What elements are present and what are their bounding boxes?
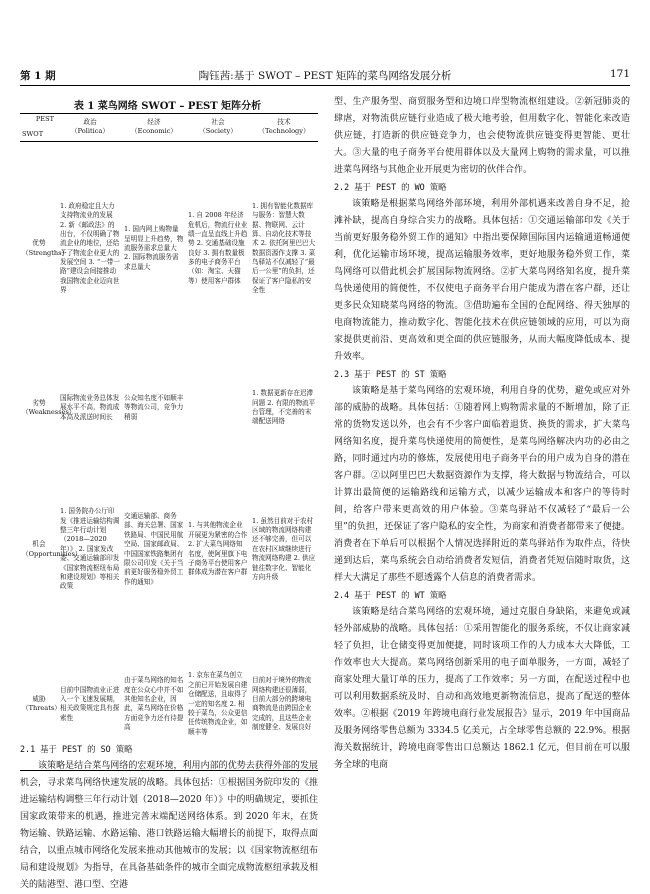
table-cell: 1. 数据更新存在迟滞问题 2. 有限的物流平台管理，不完善的末端配送网络 xyxy=(252,389,316,426)
table-cell: 交通运输部、商务部、海关总署、国家铁路局、中国民用航空局、国家邮政局、中国国家铁路集团有限公司印发《关于当前更好服务稳外贸工作的通知》 xyxy=(124,512,184,586)
table-cell: 1. 国务院办公厅印发《推进运输结构调整三年行动计划（2018—2020 年）》 2. 国家发改委、交通运输部印发《国家物流枢纽布局和建设规划》等相关政策 xyxy=(60,507,120,591)
table-cell: 目前对于境外的物流网络构建还很薄弱，目前大部分的跨境电商物流是由跨国企业完成的，且这些企业制度健全、发展良好 xyxy=(252,676,312,731)
section-heading-st: 2.3 基于 PEST 的 ST 策略 xyxy=(334,369,447,379)
table-cell: 国际物流业务总体发展水平不高，物流成本高及派送时间长 xyxy=(60,393,120,421)
section-heading-so: 2.1 基于 PEST 的 SO 策略 xyxy=(20,744,133,754)
row-label-threats: 威胁（Threats） xyxy=(22,694,61,713)
paragraph: 型、生产服务型、商贸服务型和边境口岸型物流枢纽建设。②新冠肺炎的肆虐，对物流供应链行业造成了极大地考验，但用数字化、智能化来改造供应链，打造新的供应链竞争力，也会使物流供应链变得更智能、更壮大。③大量的电子商务平台使用群体以及大量网上购物的需求量，可以推进菜鸟网络与其他企业开展更为密切的伙伴合作。 xyxy=(334,97,630,175)
table-cell: 由于菜鸟网络的知名度在公众心中并不如其他知名企业，因此，菜鸟网络在价格方面竞争力还有待提高 xyxy=(124,676,184,731)
swot-pest-table xyxy=(20,113,318,771)
column-header-technology: 技术 （Technology） xyxy=(250,114,318,142)
table-cell: 1. 拥有智能化数据库与服务：智慧大数据、物联网、云计算、自动化技术等技术 2. 依托阿里巴巴大数据资源作支撑 3. 菜鸟驿站不仅减轻了“最后一公里”的负担，还保证了客户隐私的安全性 xyxy=(252,201,316,295)
table-cell: 1. 自 2008 年经济危机后，物流行业业绩一直呈直线上升趋势 2. 交通基础设施良好 3. 拥有数量极多的电子商务平台（如：淘宝、天猫等）使用客户群体 xyxy=(188,211,248,285)
table-cell xyxy=(186,356,250,461)
table-caption: 表 1 菜鸟网络 SWOT – PEST 矩阵分析 xyxy=(73,101,262,112)
paragraph: 该策略是基于菜鸟网络的宏观环境，利用自身的优势，避免或应对外部的威胁的战略。具体包括：①随着网上购物需求量的不断增加，除了正常的货物发送以外，也会有不少客户面临着退货、换货的需求，扩大菜鸟网络知名度，提升菜鸟快递使用的简便性，是菜鸟网络解决内功的必由之路，同时通过内功的修炼，发展使用电子商务平台的用户成为自身的潜在客户群。②以阿里巴巴大数据资源作为支撑，将大数据与物流结合，可以计算出最简便的运输路线和运输方式，以减少运输成本和客户的等待时间，给客户带来更高效的用户体验。③菜鸟驿站不仅减轻了“最后一公里”的负担，还保证了客户隐私的安全性，为商家和消费者都带来了便捷。消费者在下单后可以根据个人情况选择附近的菜鸟驿站作为取件点，待快递到达后，菜鸟系统会自动给消费者发短信，消费者凭短信随时取货，这样大大满足了那些不愿透露个人信息的消费者需求。 xyxy=(334,386,630,583)
issue-number: 第 1 期 xyxy=(20,70,56,82)
table-cell: 1. 虽然目前对于农村区域的物流网络构建还不够完善，但可以在农村区域继续进行物流网络构建 2. 供应链往数字化、智能化方向升级 xyxy=(252,516,316,581)
table-header-row xyxy=(20,114,318,142)
table-row-strengths xyxy=(20,142,318,356)
column-header-politica: 政治 （Politica） xyxy=(58,114,122,142)
section-heading-wt: 2.4 基于 PEST 的 WT 策略 xyxy=(334,590,447,600)
table-row-opportunities xyxy=(20,461,318,639)
row-label-opportunities: 机会（Opportunities） xyxy=(22,540,82,558)
table-row-weaknesses xyxy=(20,356,318,461)
corner-swot: SWOT xyxy=(22,130,44,139)
row-label-weaknesses: 劣势（Weaknesses） xyxy=(22,398,76,416)
table-cell: 1. 京东在菜鸟创立之前已开始发展自建仓储配送，且取得了一定的知名度 2. 相较于菜鸟，公众更信任传统物流企业，如顺丰等 xyxy=(188,671,248,736)
corner-pest: PEST xyxy=(35,115,54,123)
table-cell: 1. 政府稳定且大力支持物流业的发展 2. 新《邮政法》的出台，不仅明确了物流企业的地位，还给予了物流企业更大的发展空间 3. “一带一路”建设会间接推动我国物流企业迈向世界 xyxy=(60,201,121,295)
header-rule xyxy=(20,85,630,86)
table-cell: 1. 国内网上购物量呈明显上升趋势，物流服务需求总量大 2. 国际物流服务需求总量大 xyxy=(124,225,184,271)
running-header xyxy=(20,68,630,84)
paragraph: 该策略是根据菜鸟网络外部环境，利用外部机遇来改善自身不足，抢滩补缺，提高自身综合实力的战略。具体包括：①交通运输部印发《关于当前更好服务稳外贸工作的通知》中指出要保障国际国内运输通道畅通便利，优化运输市场环境，提高运输服务效率，更好地服务稳外贸工作，菜鸟网络可以借此机会扩展国际物流网络。②扩大菜鸟网络知名度，提升菜鸟快递使用的简便性，不仅使电子商务平台用户能成为潜在客户群，还让更多民众知晓菜鸟网络的物流。③借助遍布全国的仓配网络、得天独厚的电商物流能力，推动数字化、智能化技术在供应链领域的应用，可以为商家提供更前沿、更高效和更全面的供应链服务，从而大幅度降低成本、提升效率。 xyxy=(334,199,630,362)
left-column-text xyxy=(20,741,318,894)
right-column-text xyxy=(334,94,630,774)
table-cell: 1. 与其他物流企业开展更为紧密的合作 2. 扩大菜鸟网络知名度，使阿里旗下电子商务平台使用客户群体成为潜在客户群 xyxy=(188,521,248,577)
column-header-society: 社会 （Society） xyxy=(186,114,250,142)
table-cell: 目前中国物流业正进入一个飞速发展期，相关政策规定具有探索性 xyxy=(60,685,120,722)
table-cell: 公众知名度不如顺丰等物流公司，竞争力稍弱 xyxy=(124,393,184,421)
paragraph: 该策略是结合菜鸟网络的宏观环境，通过克服自身缺陷，来避免或减轻外部威胁的战略。具体包括：①采用智能化的服务系统，不仅让商家减轻了负担，让仓储变得更加便捷，同时该项工作的人力成本大大降低，工作效率也大大提高。菜鸟网络创新采用的电子面单服务，一方面，减轻了商家处理大量订单的压力，提高了工作效率；另一方面，在配送过程中也可以利用数据系统及时、自动和高效地更新物流信息，提高了配送的整体效率。②根据《2019 年跨境电商行业发展报告》显示，2019 年中国商品及服务网络零售总额为 3334.5 亿美元，占全球零售总额的 22.9%。根据海关数据统计，跨境电商零售出口总额达 1862.1 亿元，但目前在可以服务全球的电商 xyxy=(334,607,630,770)
table-corner-cell xyxy=(20,114,58,142)
page-number: 171 xyxy=(609,68,630,80)
row-label-strengths: 优势（Strengths） xyxy=(22,239,69,257)
column-header-economic: 经济 （Economic） xyxy=(122,114,186,142)
section-heading-wo: 2.2 基于 PEST 的 WO 策略 xyxy=(334,182,447,192)
paragraph: 该策略是结合菜鸟网络的宏观环境，利用内部的优势去获得外部的发展机会，寻求菜鸟网络快速发展的战略。具体包括：①根据国务院印发的《推进运输结构调整三年行动计划（2018—2020 年）》中的明确规定，要抓住国家政策带来的机遇，推进完善末端配送网络体系。到 2020 年末，在货物运输、铁路运输、水路运输、港口铁路运输大幅增长的前提下，取得点面结合，以重点城市网络化发展来推动其他城市的发展；以《国家物流枢纽布局和建设规划》为指导，在具备基础条件的城市全面完成物流枢纽承载及相关的陆港型、港口型、空港 xyxy=(20,761,318,890)
running-title: 陶钰茜:基于 SWOT – PEST 矩阵的菜鸟网络发展分析 xyxy=(198,70,452,82)
